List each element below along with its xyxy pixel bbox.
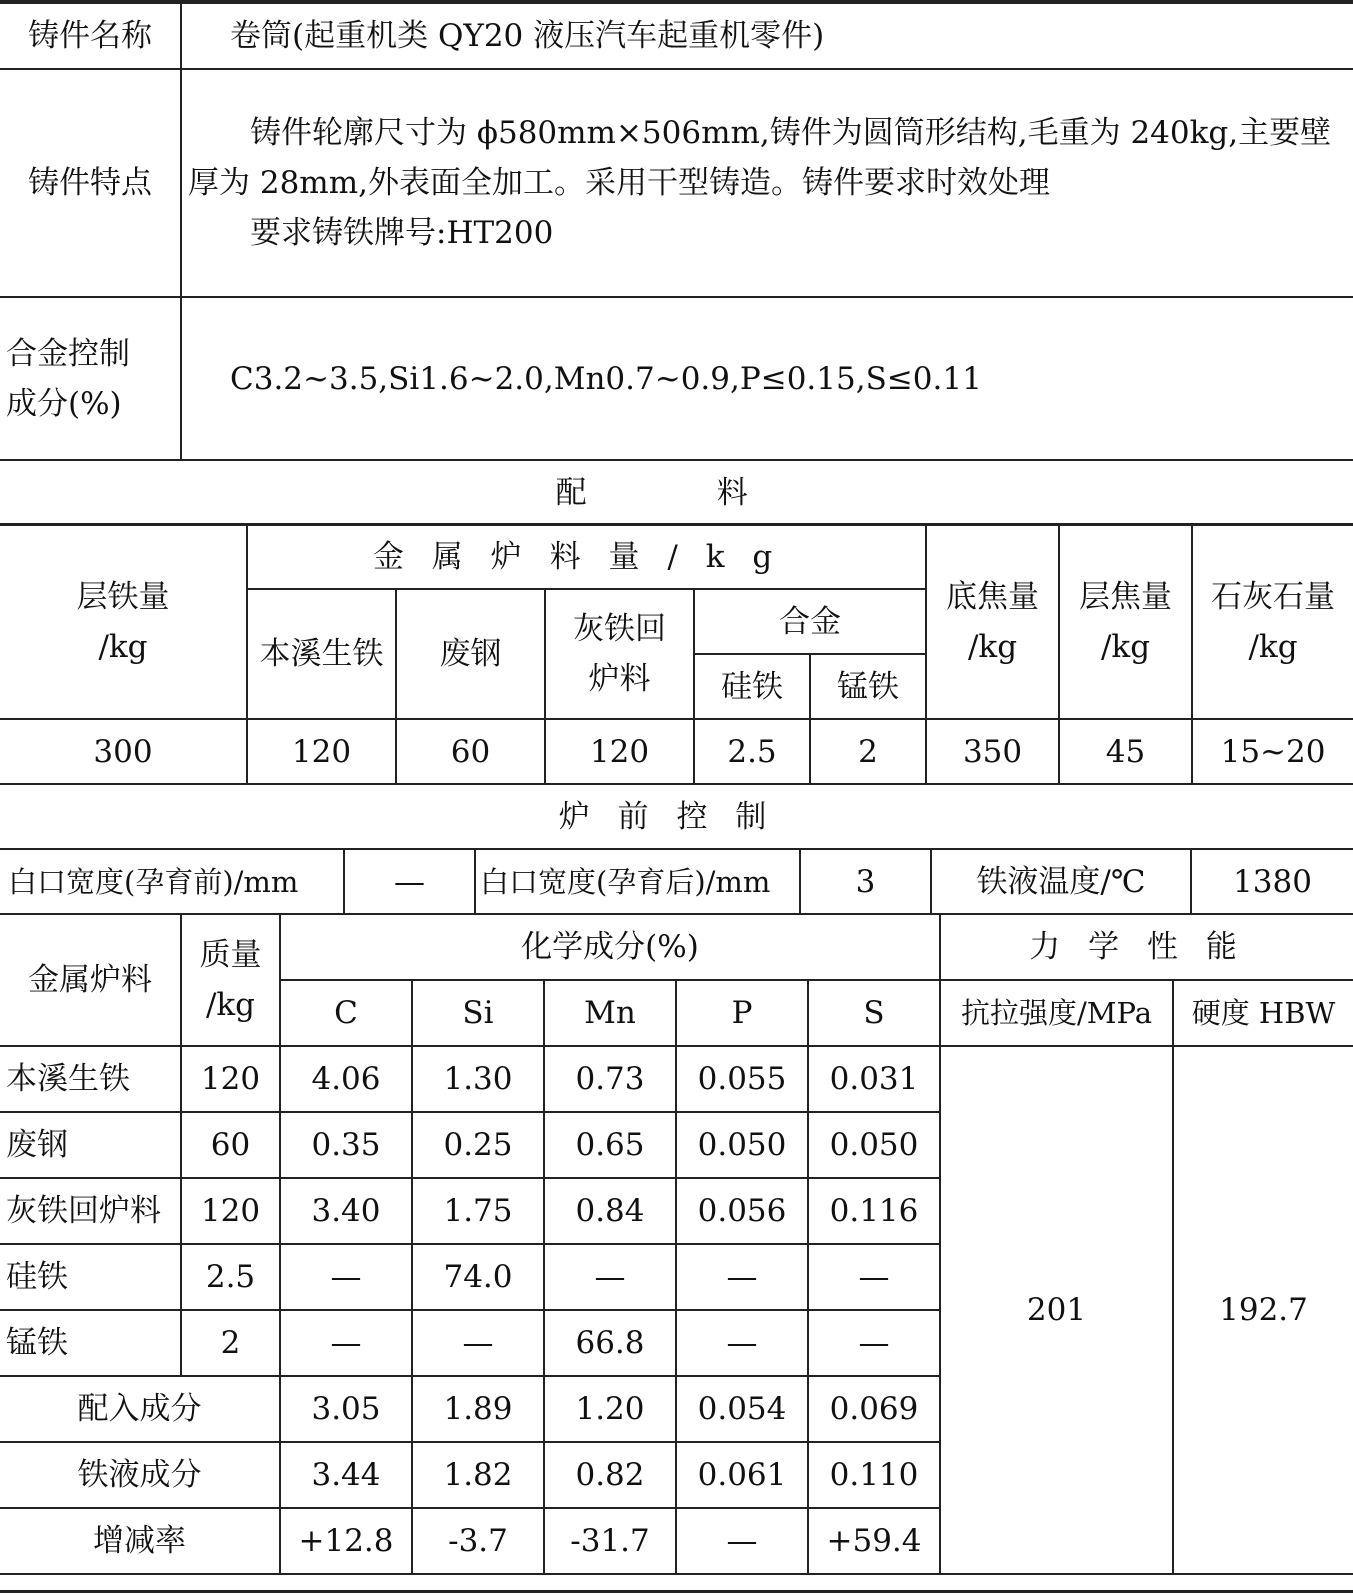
mass-header-label: 质量	[199, 937, 262, 973]
summary-label: 增减率	[0, 1508, 280, 1574]
row-si: 1.75	[412, 1178, 544, 1244]
casting-name-value: 卷筒(起重机类 QY20 液压汽车起重机零件)	[181, 3, 1353, 69]
mech-props-header: 力学性能	[940, 914, 1353, 980]
element-mn-header: Mn	[544, 980, 676, 1046]
row-p: —	[676, 1310, 808, 1376]
layer-coke-label: 层焦量	[1079, 578, 1173, 615]
pig-iron-value: 120	[247, 719, 396, 784]
row-mass: 2	[181, 1310, 280, 1376]
alloy-label-line1: 合金控制	[6, 335, 130, 372]
row-si: 74.0	[412, 1244, 544, 1310]
row-c: —	[280, 1310, 412, 1376]
row-mn: 66.8	[544, 1310, 676, 1376]
return-scrap-label-1: 灰铁回	[573, 611, 666, 647]
layer-iron-label: 层铁量	[76, 578, 170, 615]
limestone-label: 石灰石量	[1211, 578, 1336, 615]
layer-iron-value: 300	[0, 719, 247, 784]
limestone-value: 15~20	[1192, 719, 1353, 784]
tensile-value: 201	[940, 1046, 1173, 1574]
scrap-steel-value: 60	[396, 719, 545, 784]
row-c: 0.35	[280, 1112, 412, 1178]
furnace-control-table	[0, 848, 1353, 915]
row-s: 0.050	[808, 1112, 940, 1178]
casting-features-text: 铸件轮廓尺寸为 ϕ580mm×506mm,铸件为圆筒形结构,毛重为 240kg,主要壁厚为 28mm,外表面全加工。采用干型铸造。铸件要求时效处理	[188, 115, 1332, 201]
mass-header	[181, 914, 280, 1046]
row-p: —	[676, 1244, 808, 1310]
bottom-coke-header	[926, 524, 1059, 719]
mass-header-unit: /kg	[205, 987, 256, 1023]
layer-iron-unit: /kg	[98, 628, 148, 665]
row-mass: 60	[181, 1112, 280, 1178]
row-mass: 120	[181, 1178, 280, 1244]
row-material-name: 灰铁回炉料	[0, 1178, 181, 1244]
row-mn: —	[544, 1244, 676, 1310]
row-c: 4.06	[280, 1046, 412, 1112]
ferromanganese-header: 锰铁	[810, 654, 926, 719]
charge-values-row	[0, 719, 1353, 784]
row-p: 0.056	[676, 1178, 808, 1244]
layer-coke-unit: /kg	[1100, 628, 1151, 665]
row-material-name: 废钢	[0, 1112, 181, 1178]
scrap-steel-header: 废钢	[396, 589, 545, 719]
summary-si: -3.7	[412, 1508, 544, 1574]
chill-after-label: 白口宽度(孕育后)/mm	[475, 849, 800, 914]
summary-p: —	[676, 1508, 808, 1574]
ferromanganese-value: 2	[810, 719, 926, 784]
casting-features-grade: 要求铸铁牌号:HT200	[250, 215, 554, 251]
summary-label: 配入成分	[0, 1376, 280, 1442]
return-scrap-label-2: 炉料	[588, 661, 651, 697]
hardness-value: 192.7	[1173, 1046, 1353, 1574]
chill-before-label: 白口宽度(孕育前)/mm	[0, 849, 344, 914]
row-mass: 120	[181, 1046, 280, 1112]
material-header: 金属炉料	[0, 914, 181, 1046]
limestone-unit: /kg	[1248, 628, 1298, 665]
bottom-coke-value: 350	[926, 719, 1059, 784]
summary-s: +59.4	[808, 1508, 940, 1574]
alloy-control-value: C3.2~3.5,Si1.6~2.0,Mn0.7~0.9,P≤0.15,S≤0.11	[181, 297, 1353, 460]
summary-p: 0.054	[676, 1376, 808, 1442]
casting-info-table	[0, 2, 1353, 526]
element-c-header: C	[280, 980, 412, 1046]
bottom-rule	[0, 1590, 1353, 1593]
row-si: —	[412, 1310, 544, 1376]
summary-s: 0.069	[808, 1376, 940, 1442]
return-scrap-value: 120	[545, 719, 694, 784]
row-p: 0.050	[676, 1112, 808, 1178]
row-mn: 0.73	[544, 1046, 676, 1112]
row-s: 0.031	[808, 1046, 940, 1112]
casting-features-label: 铸件特点	[0, 69, 181, 297]
row-mn: 0.65	[544, 1112, 676, 1178]
row-c: —	[280, 1244, 412, 1310]
row-si: 0.25	[412, 1112, 544, 1178]
furnace-section-title: 炉前控制	[0, 784, 1353, 849]
tensile-header: 抗拉强度/MPa	[940, 980, 1173, 1046]
summary-s: 0.110	[808, 1442, 940, 1508]
element-p-header: P	[676, 980, 808, 1046]
alloy-control-label	[0, 297, 181, 460]
iron-temp-label: 铁液温度/℃	[931, 849, 1191, 914]
summary-label: 铁液成分	[0, 1442, 280, 1508]
row-c: 3.40	[280, 1178, 412, 1244]
row-s: —	[808, 1310, 940, 1376]
summary-c: 3.44	[280, 1442, 412, 1508]
iron-temp-value: 1380	[1191, 849, 1353, 914]
chem-comp-header: 化学成分(%)	[280, 914, 940, 980]
row-material-name: 硅铁	[0, 1244, 181, 1310]
summary-p: 0.061	[676, 1442, 808, 1508]
charge-section-title: 配 料	[0, 460, 1353, 525]
limestone-header	[1192, 524, 1353, 719]
summary-mn: -31.7	[544, 1508, 676, 1574]
summary-mn: 1.20	[544, 1376, 676, 1442]
element-si-header: Si	[412, 980, 544, 1046]
row-mn: 0.84	[544, 1178, 676, 1244]
alloy-header: 合金	[694, 589, 926, 654]
summary-si: 1.89	[412, 1376, 544, 1442]
row-material-name: 本溪生铁	[0, 1046, 181, 1112]
ferrosilicon-header: 硅铁	[694, 654, 810, 719]
element-s-header: S	[808, 980, 940, 1046]
pig-iron-header: 本溪生铁	[247, 589, 396, 719]
layer-iron-header	[0, 524, 247, 719]
table-row	[0, 1046, 1353, 1112]
composition-table	[0, 913, 1353, 1575]
layer-coke-value: 45	[1059, 719, 1192, 784]
bottom-coke-label: 底焦量	[946, 578, 1040, 615]
row-p: 0.055	[676, 1046, 808, 1112]
return-scrap-header	[545, 589, 694, 719]
row-s: 0.116	[808, 1178, 940, 1244]
bottom-coke-unit: /kg	[967, 628, 1018, 665]
row-si: 1.30	[412, 1046, 544, 1112]
casting-name-label: 铸件名称	[0, 3, 181, 69]
chill-before-value: —	[344, 849, 475, 914]
row-mass: 2.5	[181, 1244, 280, 1310]
layer-coke-header	[1059, 524, 1192, 719]
chill-after-value: 3	[800, 849, 931, 914]
row-material-name: 锰铁	[0, 1310, 181, 1376]
summary-mn: 0.82	[544, 1442, 676, 1508]
summary-si: 1.82	[412, 1442, 544, 1508]
casting-features-cell	[181, 69, 1353, 297]
ferrosilicon-value: 2.5	[694, 719, 810, 784]
alloy-label-line2: 成分(%)	[6, 385, 122, 422]
row-s: —	[808, 1244, 940, 1310]
metal-charge-header: 金属炉料量/kg	[247, 524, 926, 589]
hardness-header: 硬度 HBW	[1173, 980, 1353, 1046]
summary-c: 3.05	[280, 1376, 412, 1442]
charge-table	[0, 523, 1353, 850]
summary-c: +12.8	[280, 1508, 412, 1574]
